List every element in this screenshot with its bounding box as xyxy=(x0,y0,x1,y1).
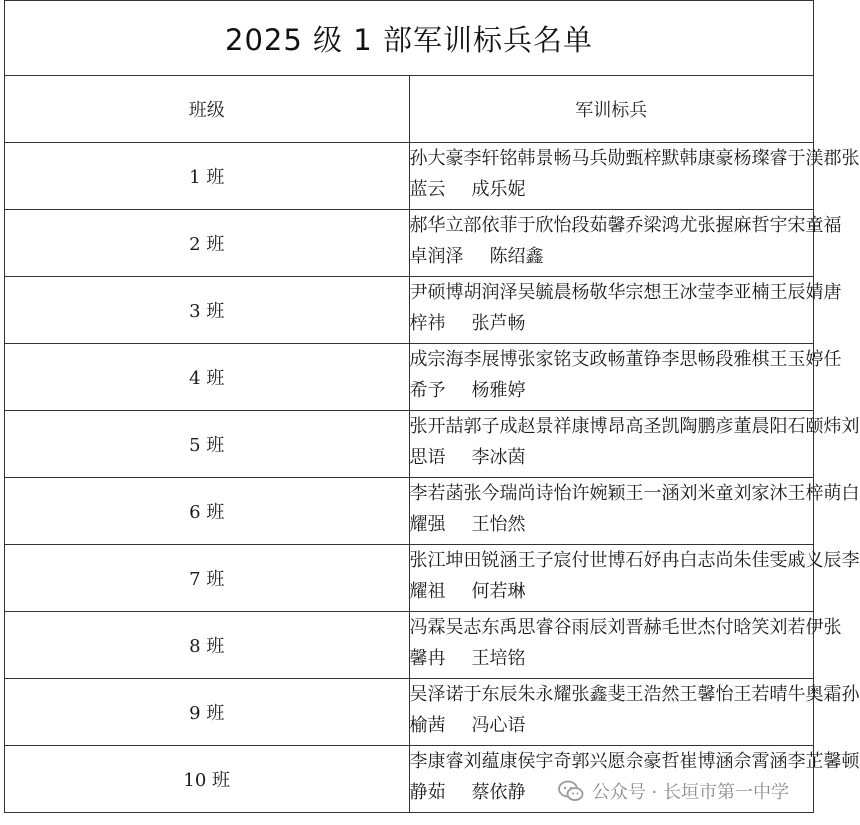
student-name: 静茹 xyxy=(409,782,446,803)
student-name: 韩康豪 xyxy=(679,148,734,169)
student-name: 何若琳 xyxy=(471,581,526,602)
student-name: 于东辰 xyxy=(463,684,518,705)
class-label: 6 班 xyxy=(5,478,410,545)
student-name: 田锐涵 xyxy=(463,550,518,571)
student-name: 马兵勋 xyxy=(571,148,626,169)
student-name: 孙 xyxy=(841,684,860,705)
student-name: 段雅棋 xyxy=(715,349,770,370)
class-label: 3 班 xyxy=(5,277,410,344)
student-name: 思语 xyxy=(409,447,446,468)
names-line xyxy=(410,509,814,540)
class-label: 8 班 xyxy=(5,612,410,679)
student-name: 崔博涵 xyxy=(679,751,734,772)
student-name: 陈绍鑫 xyxy=(489,246,544,267)
class-label: 7 班 xyxy=(5,545,410,612)
student-name: 韩景畅 xyxy=(517,148,572,169)
names-line xyxy=(409,545,860,576)
names-line xyxy=(409,679,860,710)
student-name: 王浩然 xyxy=(625,684,680,705)
student-name: 冯心语 xyxy=(471,715,526,736)
student-name: 郭子成 xyxy=(463,416,518,437)
names-cell xyxy=(409,545,860,612)
student-name: 刘家沐 xyxy=(733,483,788,504)
student-name: 王梓萌 xyxy=(787,483,842,504)
student-name: 佘霄涵 xyxy=(733,751,788,772)
names-line xyxy=(409,746,860,777)
student-name: 吴毓晨 xyxy=(517,282,572,303)
student-name: 张家铭 xyxy=(517,349,572,370)
student-name: 麻哲宇 xyxy=(733,215,788,236)
student-name: 毛世杰 xyxy=(661,617,716,638)
student-name: 朱永耀 xyxy=(517,684,572,705)
student-name: 部依菲 xyxy=(463,215,518,236)
student-name: 李轩铭 xyxy=(463,148,518,169)
student-name: 胡润泽 xyxy=(463,282,518,303)
names-cell xyxy=(409,612,842,679)
student-name: 李 xyxy=(841,550,860,571)
student-name: 任 xyxy=(823,349,842,370)
student-name: 郝华立 xyxy=(409,215,464,236)
student-name: 杨雅婷 xyxy=(471,380,526,401)
student-name: 侯宇奇 xyxy=(517,751,572,772)
student-name: 希予 xyxy=(409,380,446,401)
student-name: 顿 xyxy=(841,751,860,772)
class-label: 5 班 xyxy=(5,411,410,478)
student-name: 耀祖 xyxy=(409,581,446,602)
student-name: 李展博 xyxy=(463,349,518,370)
student-name: 董铮 xyxy=(625,349,662,370)
student-name: 禹思睿 xyxy=(499,617,554,638)
class-label: 4 班 xyxy=(5,344,410,411)
student-name: 吴泽诺 xyxy=(409,684,464,705)
student-name: 乔梁鸿尤 xyxy=(625,215,698,236)
table-row xyxy=(5,478,814,545)
table-row xyxy=(5,545,814,612)
header-names: 军训标兵 xyxy=(409,76,814,143)
student-name: 付世博 xyxy=(571,550,626,571)
student-name: 吴志东 xyxy=(445,617,500,638)
student-name: 卓润泽 xyxy=(409,246,464,267)
student-name: 刘 xyxy=(841,416,860,437)
names-line xyxy=(409,411,860,442)
student-name: 唐 xyxy=(823,282,842,303)
student-name: 杨敬华 xyxy=(571,282,626,303)
student-name: 蓝云 xyxy=(409,179,446,200)
student-name: 石妤冉 xyxy=(625,550,680,571)
student-name: 王培铭 xyxy=(471,648,526,669)
table-row xyxy=(5,277,814,344)
student-name: 张今瑞 xyxy=(463,483,518,504)
student-name: 李若菡 xyxy=(409,483,464,504)
student-name: 王一涵 xyxy=(625,483,680,504)
table-row xyxy=(5,344,814,411)
student-name: 白 xyxy=(841,483,860,504)
names-line xyxy=(410,308,814,339)
student-name: 支政畅 xyxy=(571,349,626,370)
names-line xyxy=(409,277,842,308)
student-name: 陶鹏彦 xyxy=(679,416,734,437)
student-name: 白志尚 xyxy=(679,550,734,571)
class-label: 10 班 xyxy=(5,746,410,813)
names-line xyxy=(409,344,842,375)
page-title: 2025 级 1 部军训标兵名单 xyxy=(5,1,814,76)
table-row xyxy=(5,612,814,679)
student-name: 冯霖 xyxy=(409,617,446,638)
student-name: 尚诗怡 xyxy=(517,483,572,504)
student-name: 王辰婧 xyxy=(769,282,824,303)
names-line xyxy=(409,210,842,241)
student-name: 李亚楠 xyxy=(715,282,770,303)
student-name: 张 xyxy=(841,148,860,169)
student-name: 王冰莹 xyxy=(661,282,716,303)
student-name: 耀强 xyxy=(409,514,446,535)
student-name: 李思畅 xyxy=(661,349,716,370)
class-label: 2 班 xyxy=(5,210,410,277)
roster-table xyxy=(4,0,860,813)
student-name: 张开喆 xyxy=(409,416,464,437)
student-name: 蔡依静 xyxy=(471,782,526,803)
class-label: 1 班 xyxy=(5,143,410,210)
title-row xyxy=(5,1,814,76)
student-name: 成乐妮 xyxy=(471,179,526,200)
student-name: 尹硕博 xyxy=(409,282,464,303)
student-name: 牛奥霜 xyxy=(787,684,842,705)
student-name: 宗想 xyxy=(625,282,662,303)
student-name: 宋童福 xyxy=(787,215,842,236)
student-name: 馨冉 xyxy=(409,648,446,669)
header-row xyxy=(5,76,814,143)
roster-body xyxy=(5,143,860,813)
header-class: 班级 xyxy=(5,76,410,143)
student-name: 付晗笑 xyxy=(715,617,770,638)
student-name: 孙大豪 xyxy=(409,148,464,169)
student-name: 赵景祥 xyxy=(517,416,572,437)
names-cell xyxy=(409,411,860,478)
names-cell xyxy=(409,277,842,344)
names-cell xyxy=(409,344,842,411)
watermark xyxy=(558,778,789,804)
wechat-icon xyxy=(558,780,584,802)
student-name: 张鑫斐 xyxy=(571,684,626,705)
names-line xyxy=(410,241,814,272)
table-row xyxy=(5,679,814,746)
table-row xyxy=(5,210,814,277)
names-line xyxy=(409,478,860,509)
student-name: 张江坤 xyxy=(409,550,464,571)
student-name: 王怡然 xyxy=(471,514,526,535)
student-name: 刘蕴康 xyxy=(463,751,518,772)
student-name: 佘豪哲 xyxy=(625,751,680,772)
names-line xyxy=(410,643,814,674)
student-name: 张芦畅 xyxy=(471,313,526,334)
table-row xyxy=(5,143,814,210)
student-name: 谷雨辰 xyxy=(553,617,608,638)
names-line xyxy=(410,375,814,406)
class-label: 9 班 xyxy=(5,679,410,746)
names-line xyxy=(410,174,814,205)
student-name: 高圣凯 xyxy=(625,416,680,437)
student-name: 董晨阳 xyxy=(733,416,788,437)
student-name: 王馨怡 xyxy=(679,684,734,705)
student-name: 王若晴 xyxy=(733,684,788,705)
student-name: 石颐炜 xyxy=(787,416,842,437)
watermark-text: 公众号 · 长垣市第一中学 xyxy=(591,782,789,803)
student-name: 刘晋赫 xyxy=(607,617,662,638)
table-row xyxy=(5,411,814,478)
student-name: 成宗海 xyxy=(409,349,464,370)
names-line xyxy=(410,576,814,607)
student-name: 刘若伊 xyxy=(769,617,824,638)
student-name: 许婉颖 xyxy=(571,483,626,504)
student-name: 刘米童 xyxy=(679,483,734,504)
names-line xyxy=(409,612,842,643)
student-name: 梓祎 xyxy=(409,313,446,334)
student-name: 段茹馨 xyxy=(571,215,626,236)
names-cell xyxy=(409,143,860,210)
names-cell xyxy=(409,210,842,277)
student-name: 王子宸 xyxy=(517,550,572,571)
names-cell xyxy=(409,679,860,746)
student-name: 杨璨睿 xyxy=(733,148,788,169)
student-name: 朱佳雯 xyxy=(733,550,788,571)
student-name: 康博昂 xyxy=(571,416,626,437)
student-name: 甄梓默 xyxy=(625,148,680,169)
names-line xyxy=(409,143,860,174)
student-name: 李康睿 xyxy=(409,751,464,772)
student-name: 戚义辰 xyxy=(787,550,842,571)
student-name: 于渼郡 xyxy=(787,148,842,169)
student-name: 张 xyxy=(823,617,842,638)
student-name: 张握 xyxy=(697,215,734,236)
student-name: 李芷馨 xyxy=(787,751,842,772)
student-name: 王玉婷 xyxy=(769,349,824,370)
student-name: 李冰茵 xyxy=(471,447,526,468)
student-name: 榆茜 xyxy=(409,715,446,736)
names-line xyxy=(410,442,814,473)
names-line xyxy=(410,710,814,741)
student-name: 于欣怡 xyxy=(517,215,572,236)
names-cell xyxy=(409,478,860,545)
student-name: 郭兴愿 xyxy=(571,751,626,772)
